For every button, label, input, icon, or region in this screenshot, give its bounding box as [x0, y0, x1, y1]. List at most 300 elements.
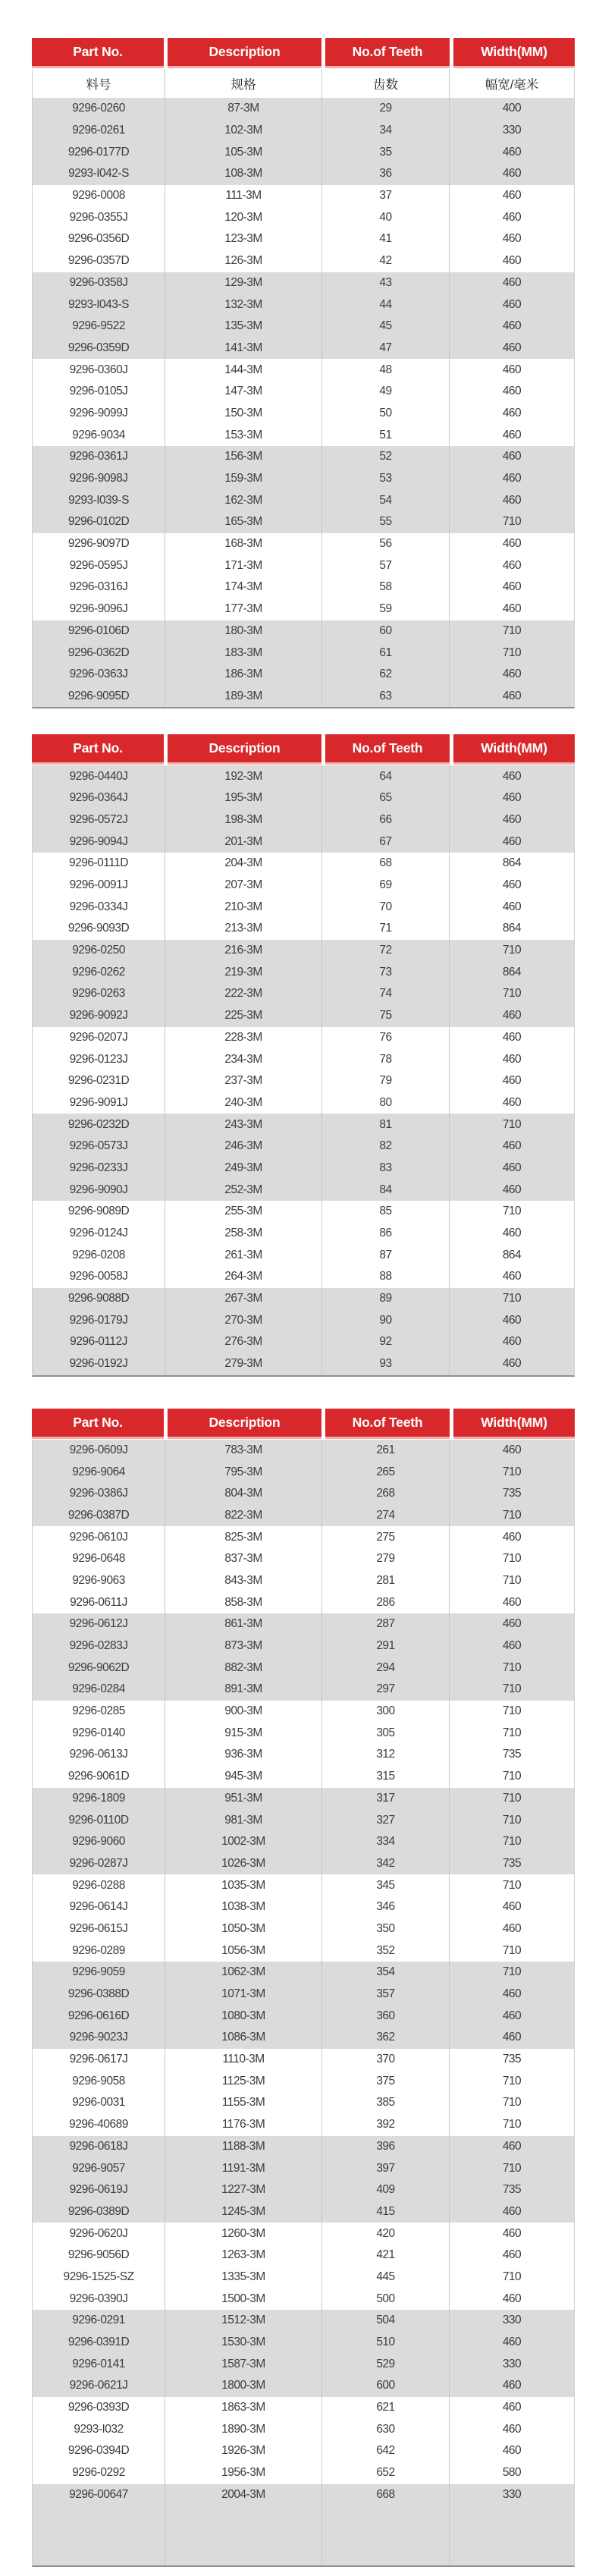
cell-description: 945-3M — [165, 1766, 322, 1788]
table-row — [33, 141, 574, 163]
cell-part-no: 9296-0610J — [33, 1526, 165, 1548]
cell-width: 460 — [502, 2031, 522, 2044]
cell-part-no: 9296-0284 — [33, 1679, 165, 1701]
table-row — [33, 1874, 574, 1896]
table-row — [33, 2070, 574, 2092]
table-row — [33, 1766, 574, 1788]
cell-width: 460 — [502, 275, 522, 289]
cell-teeth: 86 — [322, 1223, 450, 1245]
cell-teeth: 504 — [322, 2310, 450, 2332]
cell-teeth: 397 — [322, 2157, 450, 2179]
table-row — [33, 1070, 574, 1092]
cell-teeth: 45 — [322, 316, 450, 338]
table-row — [33, 185, 574, 207]
table-row — [33, 853, 574, 875]
cell-teeth: 392 — [322, 2114, 450, 2136]
cell-description: 1071-3M — [165, 1984, 322, 2006]
cell-part-no: 9296-9522 — [33, 316, 165, 338]
cell-part-no: 9296-9094J — [33, 831, 165, 853]
cell-part-no: 9296-9060 — [33, 1831, 165, 1853]
cell-part-no: 9296-0620J — [33, 2223, 165, 2245]
cell-part-no: 9296-0573J — [33, 1136, 165, 1158]
cell-teeth: 415 — [322, 2201, 450, 2223]
cell-teeth: 642 — [322, 2440, 450, 2462]
cell-part-no: 9296-0058J — [33, 1266, 165, 1288]
cell-width: 460 — [502, 385, 522, 398]
table-row — [33, 403, 574, 425]
cell-width: 460 — [502, 1595, 522, 1609]
cell-teeth: 420 — [322, 2223, 450, 2245]
table-row — [33, 940, 574, 962]
cell-width: 460 — [502, 232, 522, 246]
table-row — [33, 1962, 574, 1984]
cell-teeth: 51 — [322, 424, 450, 446]
cell-part-no: 9296-0106D — [33, 620, 165, 642]
cell-teeth: 50 — [322, 403, 450, 425]
empty-cell — [450, 2505, 574, 2565]
table-row — [33, 359, 574, 381]
cell-part-no: 9296-9063 — [33, 1570, 165, 1592]
cell-part-no: 9296-0615J — [33, 1918, 165, 1940]
cell-teeth: 88 — [322, 1266, 450, 1288]
cell-description: 144-3M — [165, 359, 322, 381]
cell-teeth: 76 — [322, 1027, 450, 1049]
table-row — [33, 1744, 574, 1766]
cell-part-no: 9296-0291 — [33, 2310, 165, 2332]
cell-description: 126-3M — [165, 250, 322, 272]
cell-teeth: 275 — [322, 1526, 450, 1548]
cell-teeth: 352 — [322, 1940, 450, 1962]
table-row — [33, 809, 574, 831]
cell-teeth: 312 — [322, 1744, 450, 1766]
cell-part-no: 9296-0359D — [33, 338, 165, 360]
column-header-teeth: No.of Teeth — [325, 1409, 450, 1439]
table-row — [33, 424, 574, 446]
cell-teeth: 59 — [322, 598, 450, 620]
cell-description: 237-3M — [165, 1070, 322, 1092]
cell-description: 1245-3M — [165, 2201, 322, 2223]
cell-teeth: 47 — [322, 338, 450, 360]
cell-width: 460 — [502, 2401, 522, 2414]
cell-description: 195-3M — [165, 787, 322, 809]
cell-width: 710 — [502, 2118, 522, 2131]
cell-part-no: 9296-9092J — [33, 1005, 165, 1027]
cell-part-no: 9296-0614J — [33, 1896, 165, 1918]
table-row — [33, 1244, 574, 1266]
cell-teeth: 287 — [322, 1613, 450, 1635]
column-header-part-no: Part No. — [32, 1409, 164, 1439]
cell-description: 135-3M — [165, 316, 322, 338]
cell-teeth: 92 — [322, 1331, 450, 1353]
cell-part-no: 9296-0231D — [33, 1070, 165, 1092]
table-row — [33, 1331, 574, 1353]
cell-part-no: 9296-1809 — [33, 1788, 165, 1810]
cell-part-no: 9296-0111D — [33, 853, 165, 875]
cell-description: 132-3M — [165, 294, 322, 316]
column-header-description: Description — [168, 1409, 321, 1439]
cell-part-no: 9296-0357D — [33, 250, 165, 272]
cell-width: 460 — [502, 834, 522, 848]
table-row — [33, 1027, 574, 1049]
cell-description: 186-3M — [165, 664, 322, 686]
cell-width: 710 — [502, 646, 522, 659]
table-row — [33, 2005, 574, 2027]
cell-teeth: 67 — [322, 831, 450, 853]
cell-part-no: 9296-0260 — [33, 98, 165, 120]
cell-teeth: 54 — [322, 489, 450, 511]
cell-description: 219-3M — [165, 961, 322, 983]
cell-part-no: 9296-0233J — [33, 1158, 165, 1180]
cell-part-no: 9296-0262 — [33, 961, 165, 983]
cell-width: 710 — [502, 1813, 522, 1827]
cell-description: 900-3M — [165, 1701, 322, 1723]
cell-description: 270-3M — [165, 1309, 322, 1331]
cell-width: 864 — [502, 922, 522, 935]
cell-teeth: 668 — [322, 2484, 450, 2506]
table-row — [33, 642, 574, 664]
table-body — [32, 1440, 575, 2568]
cell-width: 735 — [502, 1856, 522, 1870]
cell-width: 460 — [502, 450, 522, 463]
cell-teeth: 80 — [322, 1092, 450, 1114]
cell-width: 460 — [502, 1639, 522, 1653]
table-row — [33, 98, 574, 120]
cell-teeth: 63 — [322, 686, 450, 708]
cell-description: 261-3M — [165, 1244, 322, 1266]
cell-description: 267-3M — [165, 1288, 322, 1310]
cell-part-no: 9296-0611J — [33, 1591, 165, 1613]
cell-width: 460 — [502, 1161, 522, 1174]
cell-width: 460 — [502, 1030, 522, 1044]
table-row — [33, 1309, 574, 1331]
cell-teeth: 396 — [322, 2136, 450, 2158]
parts-table-3 — [32, 1409, 575, 2568]
column-header-width: Width(MM) — [453, 734, 575, 765]
cell-teeth: 315 — [322, 1766, 450, 1788]
cell-description: 222-3M — [165, 983, 322, 1005]
cell-description: 216-3M — [165, 940, 322, 962]
cell-part-no: 9296-9062D — [33, 1657, 165, 1679]
cell-description: 255-3M — [165, 1201, 322, 1223]
cell-teeth: 630 — [322, 2418, 450, 2440]
cell-part-no: 9296-9099J — [33, 403, 165, 425]
table-row — [33, 2267, 574, 2289]
table-row — [33, 1483, 574, 1505]
table-row — [33, 294, 574, 316]
cell-part-no: 9296-40689 — [33, 2114, 165, 2136]
table-row — [33, 1092, 574, 1114]
cell-teeth: 65 — [322, 787, 450, 809]
cell-description: 1263-3M — [165, 2245, 322, 2267]
cell-teeth: 74 — [322, 983, 450, 1005]
cell-width: 864 — [502, 1248, 522, 1261]
cell-teeth: 268 — [322, 1483, 450, 1505]
cell-teeth: 36 — [322, 163, 450, 185]
cell-teeth: 69 — [322, 875, 450, 897]
table-row — [33, 2245, 574, 2267]
table-row — [33, 1005, 574, 1027]
table-row — [33, 1440, 574, 1462]
cell-description: 279-3M — [165, 1353, 322, 1375]
cell-width: 460 — [502, 1139, 522, 1153]
cell-width: 710 — [502, 1465, 522, 1478]
cell-part-no: 9296-0031 — [33, 2092, 165, 2114]
cell-width: 460 — [502, 580, 522, 594]
cell-width: 460 — [502, 1270, 522, 1283]
cell-width: 460 — [502, 2204, 522, 2218]
table-row — [33, 2092, 574, 2114]
cell-teeth: 445 — [322, 2267, 450, 2289]
cell-teeth: 409 — [322, 2179, 450, 2201]
cell-part-no: 9296-0232D — [33, 1114, 165, 1136]
cell-width: 460 — [502, 1335, 522, 1349]
cell-description: 252-3M — [165, 1179, 322, 1201]
cell-part-no: 9296-9091J — [33, 1092, 165, 1114]
cell-description: 1500-3M — [165, 2288, 322, 2310]
cell-description: 87-3M — [165, 98, 322, 120]
cell-description: 951-3M — [165, 1788, 322, 1810]
cell-teeth: 600 — [322, 2375, 450, 2397]
cell-width: 460 — [502, 189, 522, 203]
cell-teeth: 34 — [322, 120, 450, 142]
empty-cell — [322, 2505, 450, 2565]
cell-part-no: 9296-0363J — [33, 664, 165, 686]
cell-teeth: 60 — [322, 620, 450, 642]
cell-teeth: 35 — [322, 141, 450, 163]
table-row — [33, 1809, 574, 1831]
cell-description: 207-3M — [165, 875, 322, 897]
table-header-row — [32, 734, 575, 765]
cell-description: 240-3M — [165, 1092, 322, 1114]
cell-width: 460 — [502, 297, 522, 311]
table-row — [33, 1114, 574, 1136]
cell-width: 460 — [502, 2379, 522, 2392]
cell-teeth: 49 — [322, 381, 450, 403]
cell-part-no: 9296-0263 — [33, 983, 165, 1005]
cell-part-no: 9296-9064 — [33, 1461, 165, 1483]
cell-width: 460 — [502, 406, 522, 419]
cell-description: 156-3M — [165, 446, 322, 468]
cell-width: 460 — [502, 472, 522, 485]
table-row — [33, 1918, 574, 1940]
table-row — [33, 1548, 574, 1570]
cell-teeth: 44 — [322, 294, 450, 316]
cell-teeth: 300 — [322, 1701, 450, 1723]
cell-width: 460 — [502, 2422, 522, 2436]
cell-description: 168-3M — [165, 533, 322, 555]
cell-part-no: 9296-0389D — [33, 2201, 165, 2223]
cell-width: 460 — [502, 210, 522, 224]
cell-width: 710 — [502, 1292, 522, 1305]
column-subheader-width: 幅宽/毫米 — [485, 78, 539, 92]
table-row — [33, 1657, 574, 1679]
cell-teeth: 73 — [322, 961, 450, 983]
cell-teeth: 29 — [322, 98, 450, 120]
cell-teeth: 357 — [322, 1984, 450, 2006]
cell-description: 123-3M — [165, 228, 322, 250]
table-row — [33, 1223, 574, 1245]
cell-teeth: 529 — [322, 2353, 450, 2375]
table-row — [33, 316, 574, 338]
column-header-description: Description — [168, 38, 321, 68]
cell-description: 201-3M — [165, 831, 322, 853]
cell-teeth: 72 — [322, 940, 450, 962]
cell-description: 174-3M — [165, 576, 322, 598]
table-filler-row — [33, 2505, 574, 2565]
cell-teeth: 66 — [322, 809, 450, 831]
cell-width: 460 — [502, 2248, 522, 2262]
cell-teeth: 354 — [322, 1962, 450, 1984]
cell-description: 102-3M — [165, 120, 322, 142]
column-header-teeth: No.of Teeth — [325, 38, 450, 68]
cell-part-no: 9296-0123J — [33, 1048, 165, 1070]
table-row — [33, 489, 574, 511]
cell-teeth: 360 — [322, 2005, 450, 2027]
cell-part-no: 9296-0595J — [33, 554, 165, 576]
cell-teeth: 652 — [322, 2462, 450, 2484]
cell-description: 1056-3M — [165, 1940, 322, 1962]
cell-part-no: 9296-0356D — [33, 228, 165, 250]
cell-description: 822-3M — [165, 1505, 322, 1527]
cell-part-no: 9296-0572J — [33, 809, 165, 831]
cell-description: 120-3M — [165, 206, 322, 228]
cell-width: 710 — [502, 1682, 522, 1696]
cell-part-no: 9296-9059 — [33, 1962, 165, 1984]
cell-description: 783-3M — [165, 1440, 322, 1462]
column-header-teeth: No.of Teeth — [325, 734, 450, 765]
cell-part-no: 9296-0288 — [33, 1874, 165, 1896]
table-body — [32, 765, 575, 1376]
cell-width: 460 — [502, 878, 522, 892]
table-row — [33, 620, 574, 642]
cell-width: 460 — [502, 2226, 522, 2240]
cell-width: 710 — [502, 1573, 522, 1587]
cell-part-no: 9296-9089D — [33, 1201, 165, 1223]
cell-part-no: 9296-0105J — [33, 381, 165, 403]
table-row — [33, 2310, 574, 2332]
table-row — [33, 1526, 574, 1548]
cell-width: 460 — [502, 428, 522, 441]
cell-width: 460 — [502, 812, 522, 826]
table-row — [33, 2027, 574, 2049]
cell-description: 1956-3M — [165, 2462, 322, 2484]
cell-description: 246-3M — [165, 1136, 322, 1158]
cell-description: 108-3M — [165, 163, 322, 185]
cell-teeth: 286 — [322, 1591, 450, 1613]
cell-teeth: 70 — [322, 896, 450, 918]
table-row — [33, 120, 574, 142]
cell-teeth: 294 — [322, 1657, 450, 1679]
parts-table-2 — [32, 734, 575, 1376]
cell-width: 735 — [502, 2183, 522, 2197]
table-row — [33, 1158, 574, 1180]
cell-description: 1863-3M — [165, 2397, 322, 2419]
cell-width: 710 — [502, 624, 522, 637]
cell-part-no: 9296-0361J — [33, 446, 165, 468]
table-header-row — [32, 38, 575, 68]
table-rows — [33, 98, 574, 707]
cell-width: 460 — [502, 1009, 522, 1023]
table-row — [33, 2223, 574, 2245]
table-row — [33, 2332, 574, 2354]
cell-width: 735 — [502, 2053, 522, 2066]
cell-width: 330 — [502, 2314, 522, 2327]
cell-description: 1227-3M — [165, 2179, 322, 2201]
table-row — [33, 961, 574, 983]
cell-width: 400 — [502, 102, 522, 115]
table-row — [33, 1288, 574, 1310]
table-row — [33, 1505, 574, 1527]
cell-width: 460 — [502, 791, 522, 805]
cell-description: 264-3M — [165, 1266, 322, 1288]
table-row — [33, 511, 574, 533]
table-row — [33, 787, 574, 809]
cell-description: 1026-3M — [165, 1853, 322, 1875]
table-row — [33, 875, 574, 897]
cell-part-no: 9296-0250 — [33, 940, 165, 962]
cell-description: 1530-3M — [165, 2332, 322, 2354]
table-row — [33, 228, 574, 250]
cell-description: 1260-3M — [165, 2223, 322, 2245]
cell-description: 159-3M — [165, 468, 322, 490]
cell-part-no: 9296-0393D — [33, 2397, 165, 2419]
table-row — [33, 272, 574, 294]
cell-part-no: 9296-9058 — [33, 2070, 165, 2092]
cell-width: 735 — [502, 1748, 522, 1761]
cell-width: 710 — [502, 1726, 522, 1739]
cell-description: 825-3M — [165, 1526, 322, 1548]
cell-part-no: 9296-9090J — [33, 1179, 165, 1201]
cell-width: 710 — [502, 1943, 522, 1957]
empty-cell — [165, 2505, 322, 2565]
cell-part-no: 9296-0177D — [33, 141, 165, 163]
cell-part-no: 9296-0616D — [33, 2005, 165, 2027]
cell-teeth: 55 — [322, 511, 450, 533]
cell-description: 1155-3M — [165, 2092, 322, 2114]
cell-teeth: 53 — [322, 468, 450, 490]
cell-teeth: 334 — [322, 1831, 450, 1853]
table-row — [33, 2136, 574, 2158]
cell-description: 129-3M — [165, 272, 322, 294]
table-row — [33, 1570, 574, 1592]
cell-part-no: 9296-0613J — [33, 1744, 165, 1766]
cell-teeth: 81 — [322, 1114, 450, 1136]
cell-teeth: 297 — [322, 1679, 450, 1701]
cell-part-no: 9296-9095D — [33, 686, 165, 708]
table-row — [33, 1048, 574, 1070]
table-row — [33, 983, 574, 1005]
cell-teeth: 327 — [322, 1809, 450, 1831]
cell-width: 460 — [502, 493, 522, 507]
cell-part-no: 9296-0140 — [33, 1722, 165, 1744]
cell-width: 710 — [502, 1791, 522, 1805]
cell-description: 795-3M — [165, 1461, 322, 1483]
cell-description: 1335-3M — [165, 2267, 322, 2289]
cell-width: 460 — [502, 558, 522, 572]
cell-part-no: 9296-0609J — [33, 1440, 165, 1462]
cell-teeth: 83 — [322, 1158, 450, 1180]
cell-width: 710 — [502, 1660, 522, 1674]
table-row — [33, 1896, 574, 1918]
cell-description: 213-3M — [165, 918, 322, 940]
column-header-description: Description — [168, 734, 321, 765]
cell-teeth: 78 — [322, 1048, 450, 1070]
table-row — [33, 1591, 574, 1613]
table-subheader-row — [33, 69, 574, 98]
cell-description: 1050-3M — [165, 1918, 322, 1940]
cell-description: 249-3M — [165, 1158, 322, 1180]
table-row — [33, 2353, 574, 2375]
